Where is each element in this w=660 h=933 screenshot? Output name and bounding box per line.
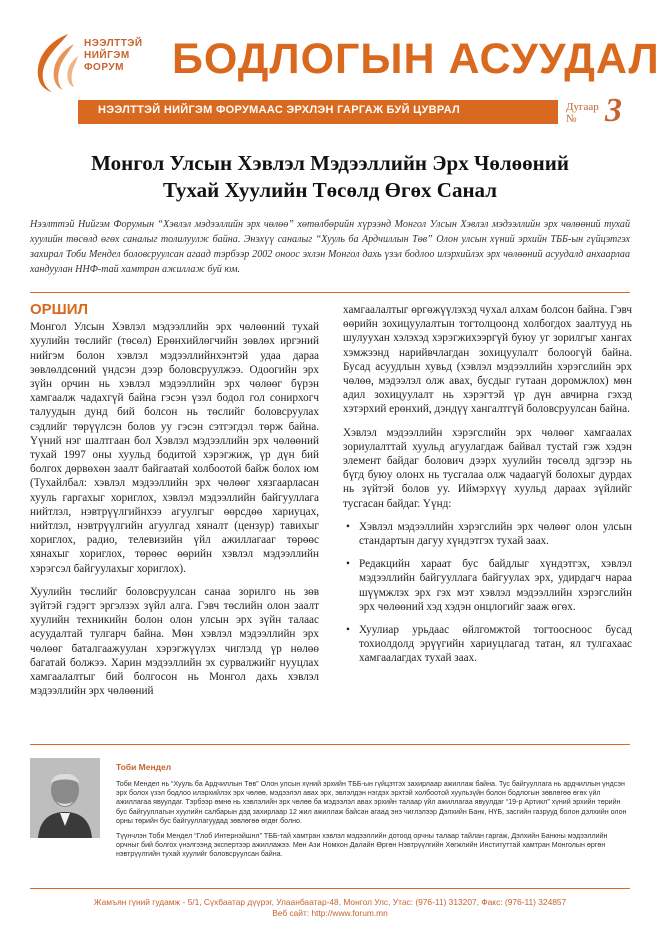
- body-paragraph: хамгаалалтыг өргөжүүлэхэд чухал алхам болсон байна. Гэвч өөрийн зохицуулалтын тогтолцоонд холбогдох заалтууд нь шулуухан хэлэхэд хэрэгжихээргүй буюу уг зорилгыг хангах хэмжээнд нарийвчлагдан зохицуулалт болоогүй байна. Бусад асуудлын хувьд (хэвлэл мэдээллийн хэрэгслийн эрх чөлөө, мэдээлэл олж авах, бусдыг гутаан доромжлох) мөн адил зохицуулалт нь хэрэгтэй үр дүн авчирна гэхэд хэтэрхий ерөнхий, дэндүү хангалтгүй боловсруулсан байна.: [343, 304, 632, 416]
- list-item-text: Редакцийн хараат бус байдлыг хүндэтгэх, хэвлэл мэдээллийн байгууллага байгуулах эрх, удирдагч нараа шүүмжлэх эрх гэх мэт хэвлэл мэдээллийн хэрэгслийн эрх чөлөөний хэд хэдэн онцлогийг зааж өгөх.: [359, 558, 632, 613]
- bio-paragraph: Тоби Мендел нь “Хууль ба Ардчиллын Төв” Олон улсын хүний эрхийн ТББ-ын гүйцэтгэх захирлаар ажиллаж байна. Тус байгууллага нь ардчиллын үндсэн эрх болох үзэл бодлоо илэрхийлэх эрх чөлөө, мэдээлэл авах эрх, эвлэлдэн нэгдэх эрхтэй холбоотой хуульзүйн болон бодлогын зөвлөгөө өгөх үйл ажиллагаа явуулдаг. Тэрбээр өмнө нь хэвлэлийн эрх чөлөө ба мэдээлэл авах эрхийн талаар үйл ажиллагаа явуулдаг “19-р Артикл” хүний эрхийн төрийн бус байгууллагын хуулийн салбарын дэд захирлаар 12 жил ажиллаж байсан агаад энэ чиглэлээр Дэлхийн Банк, НҮБ, засгийн газрууд болон дэлхийн олон орны төрийн бус байгууллагуудад зөвлөгөө өгдөг болно.: [116, 780, 627, 825]
- left-column: [30, 303, 319, 707]
- document-title-line-2: Тухай Хуулийн Төсөлд Өгөх Санал: [162, 178, 498, 202]
- document-title-line-1: Монгол Улсын Хэвлэл Мэдээллийн Эрх Чөлөөний: [91, 151, 569, 175]
- body-paragraph: Хуулийн төслийг боловсруулсан санаа зорилго нь зөв зүйтэй гэдэгт эргэлзэх зүйл алга. Гэвч төслийн олон заалт хуулийн техникийн болон олон улсын эрх зүйн талаас асуудалтай тулгарч байна. Мөн хэвлэл мэдээллийн эрх чөлөөг баталгаажуулан хэрэгжүүлэх чиглэлд үр нөлөө багатай болжээ. Харин мэдээллийн эх сурвалжийг нууцлах хамгаалалтыг бий болгосон нь Монгол дахь хэвлэл мэдээллийн эрх чөлөөний: [30, 585, 319, 698]
- logo-line-1: НЭЭЛТТЭЙ: [84, 38, 143, 49]
- section-title: ОРШИЛ: [30, 301, 89, 318]
- list-item: [343, 557, 632, 614]
- publication-title: БОДЛОГЫН АСУУДАЛ: [172, 35, 660, 83]
- body-paragraph: Хэвлэл мэдээллийн хэрэгслийн эрх чөлөөг хамгаалах зориулалттай хуульд агуулагдаж байвал тустай гэж хэдэн элемент байдаг болович дээрх хуулийн төсөлд эдгээр нь бүгд буюу олонх нь тусгалаа олж чадаагүй болохыг дурдах нь зүйтэй болов уу. Иймэрхүү хуульд дараах зүйлийг тусгасан байдаг. Үүнд:: [343, 426, 632, 510]
- forum-logo-icon: [28, 30, 80, 94]
- list-item: [343, 520, 632, 548]
- issue-label: [566, 101, 599, 125]
- footer-address: Жамъян гүний гудамж - 5/1, Сүхбаатар дүүрэг, Улаанбаатар-48, Монгол Улс, Утас: (976-11) 313207, Факс: (976-11) 324857: [93, 897, 567, 907]
- list-item-text: Хуулиар урьдаас өйлгомжтой тогтоосноос бусад тохиолдолд эрүүгийн хариуцлагад татан, ял тулгахаас хамгаалагдах тухай заах.: [359, 624, 632, 665]
- bullet-list: [343, 520, 632, 666]
- issue-label-symbol: №: [566, 113, 577, 125]
- list-item: [343, 623, 632, 666]
- bullet-icon: •: [346, 520, 350, 533]
- divider-footer: [30, 888, 630, 889]
- body-paragraph: Монгол Улсын Хэвлэл мэдээллийн эрх чөлөөний тухай хуулийн төслийг (төсөл) Ерөнхийлөгчийн зөвлөх иргэний нийгэм болон хэвлэл мэдээллийнхэнтэй удаа дараа зөвлөлдсөний үндсэн дээр боловсруулжээ. Одоогийн эрх зүйн орчин нь хэвлэл мэдээллийн эрх чөлөөг бүрэн хамгаалж чадахгүй байна гэсэн үзэл бодол гол сонирхогч талуудын дунд бий болсон нь төслийг боловсруулах сэдлийг төрүүлсэн болов уу гэсэн сэтгэгдэл төрж байна. Үүний нэг шалтгаан бол Хэвлэл мэдээллийн эрх чөлөөний тухай 1997 оны хуульд бодитой хэрэгжиж, үр дүн бий болгох дөрвөхөн заалт байгаатай холбоотой байж болох юм (Тухайлбал: хэвлэл мэдээллийн эрх чөлөөг хязгаарласан хууль гаргахыг хориглох, хэвлэл мэдээллийн байгууллага нийтлэл, нэвтрүүлгийнхээ агуулгыг өөрсдөө хариуцах, нийтлэл, нэвтрүүлгийн агуулгад хяналт (цензур) тавихыг хориглох, радио, телевизийн үйл ажиллагааг төрөөс хянахыг хориглох, төрөөс өөрийн хэвлэл мэдээллийн хэрэгсэл байгуулахыг хориглох).: [30, 321, 319, 575]
- issue-label-word: Дугаар: [566, 101, 599, 113]
- bullet-icon: •: [346, 624, 350, 637]
- lead-paragraph: Нээлттэй Нийгэм Форумын “Хэвлэл мэдээллийн эрх чөлөө” хөтөлбөрийн хүрээнд Монгол Улсын Хэвлэл мэдээллийн эрх чөлөөний тухай хуулийн төсөлд өгөх саналыг толилуулж байна. Энэхүү саналыг “Хууль ба Ардчиллын Төв” Олон улсын хүний эрхийн ТББ-ын гүйцэтгэх захирал Тоби Мендел боловсруулсан агаад тэрбээр 2002 оноос эхлэн Монгол дахь үзэл бодлоо илэрхийлэх эрх чөлөөний асуудалд анхаарлаа хандуулан ННФ-тай хамтран ажиллаж буй юм.: [30, 219, 630, 275]
- divider-top: [30, 292, 630, 293]
- document-title: [30, 150, 630, 204]
- list-item-text: Хэвлэл мэдээллийн хэрэгслийн эрх чөлөөг олон улсын стандартын дагуу хүндэтгэх тухай заах.: [359, 520, 632, 548]
- bio-paragraph: Түүнчлэн Тоби Мендел “Глоб Интернэйшнл” ТББ-тай хамтран хэвлэл мэдээллийн дотоод орчны талаар тайлан гаргаж, Дэлхийн Банкны мэдээллийн орчныг бий болгох үнэлгээнд экспертээр ажиллажээ. Мөн Ази Номхон Далайн Өргөн Нэвтрүүлгийн Хөгжлийн Институттай хамтран Монголын өргөн нэвтрүүлгийн тухай хуулийг боловсруулсан байна.: [116, 832, 608, 859]
- footer-website[interactable]: Веб сайт: http://www.forum.mn: [272, 908, 388, 918]
- divider-bio: [30, 744, 630, 745]
- logo-text: [84, 38, 143, 74]
- author-bio: [116, 780, 630, 866]
- author-photo: [30, 758, 100, 838]
- issue-number: 3: [605, 92, 622, 129]
- author-name: Тоби Мендел: [116, 762, 172, 772]
- footer: [0, 897, 660, 919]
- series-banner-text: НЭЭЛТТЭЙ НИЙГЭМ ФОРУМААС ЭРХЛЭН ГАРГАЖ БУЙ ЦУВРАЛ: [98, 104, 460, 116]
- right-column: [343, 303, 632, 675]
- bullet-icon: •: [346, 558, 350, 571]
- logo-line-2: НИЙГЭМ: [84, 50, 130, 61]
- logo-line-3: ФОРУМ: [84, 62, 124, 73]
